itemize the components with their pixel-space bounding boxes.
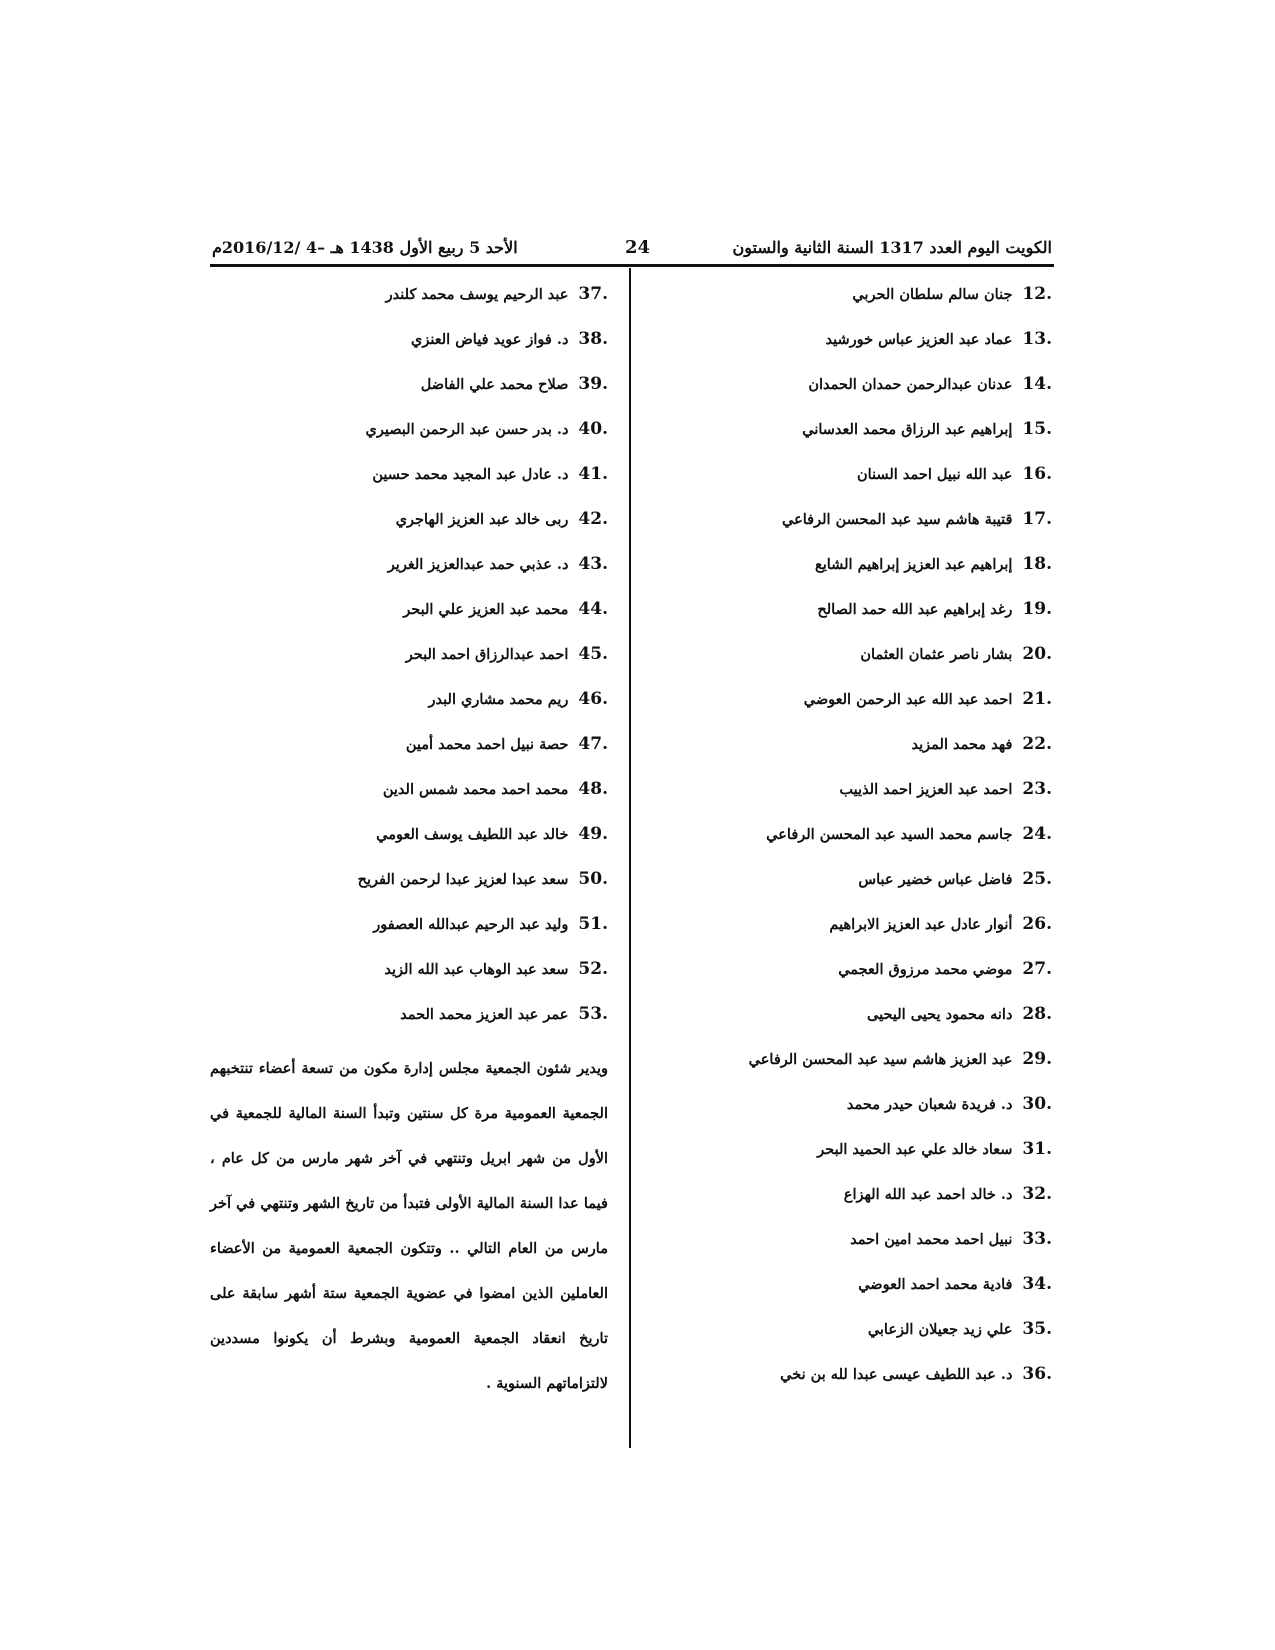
member-name: رغد إبراهيم عبد الله حمد الصالح: [817, 601, 1013, 618]
member-name: ريم محمد مشاري البدر: [428, 691, 569, 708]
member-name: بشار ناصر عثمان العثمان: [860, 646, 1013, 663]
list-item: [208, 362, 608, 407]
member-name: د. خالد احمد عبد الله الهزاع: [843, 1186, 1013, 1203]
page-number: 24: [625, 237, 651, 258]
board-paragraph: ويدير شئون الجمعية مجلس إدارة مكون من تسعة أعضاء تنتخبهم الجمعية العمومية مرة كل سنتين وتبدأ السنة المالية للجمعية في الأول من شهر ابريل وتنتهي في آخر شهر مارس من كل عام ، فيما عدا السنة المالية الأولى فتبدأ من تاريخ الشهر وتنتهي في آخر مارس من العام التالي .. وتتكون الجمعية العمومية من الأعضاء العاملين الذين امضوا في عضوية الجمعية ستة أشهر سابقة على تاريخ انعقاد الجمعية العمومية وبشرط أن يكونوا مسددين لالتزاماتهم السنوية .: [210, 1060, 608, 1392]
item-number: 39.: [578, 374, 608, 394]
member-name: قتيبة هاشم سيد عبد المحسن الرفاعي: [782, 511, 1013, 528]
member-name: صلاح محمد علي الفاضل: [420, 376, 569, 393]
member-name: فهد محمد المزيد: [911, 736, 1013, 753]
item-number: 25.: [1022, 869, 1052, 889]
item-number: 47.: [578, 734, 608, 754]
members-list-left: [208, 272, 608, 1037]
item-number: 41.: [578, 464, 608, 484]
member-name: جاسم محمد السيد عبد المحسن الرفاعي: [766, 826, 1013, 843]
list-item: [208, 767, 608, 812]
list-item: [208, 272, 608, 317]
list-item: [208, 632, 608, 677]
item-number: 36.: [1022, 1364, 1052, 1384]
member-name: إبراهيم عبد العزيز إبراهيم الشايع: [815, 556, 1013, 573]
item-number: 19.: [1022, 599, 1052, 619]
list-item: [662, 767, 1052, 812]
item-number: 13.: [1022, 329, 1052, 349]
item-number: 29.: [1022, 1049, 1052, 1069]
list-item: [662, 452, 1052, 497]
list-item: [662, 1307, 1052, 1352]
member-name: فادية محمد احمد العوضي: [858, 1276, 1013, 1293]
member-name: حصة نبيل احمد محمد أمين: [405, 736, 569, 753]
list-item: [208, 497, 608, 542]
item-number: 31.: [1022, 1139, 1052, 1159]
item-number: 27.: [1022, 959, 1052, 979]
list-item: [208, 407, 608, 452]
list-item: [208, 812, 608, 857]
item-number: 45.: [578, 644, 608, 664]
list-item: [208, 317, 608, 362]
member-name: وليد عبد الرحيم عبدالله العصفور: [373, 916, 569, 933]
list-item: [662, 497, 1052, 542]
list-item: [662, 947, 1052, 992]
member-name: سعد عبدا لعزيز عبدا لرحمن الفريح: [357, 871, 569, 888]
list-item: [662, 272, 1052, 317]
list-item: [662, 812, 1052, 857]
item-number: 23.: [1022, 779, 1052, 799]
list-item: [662, 1037, 1052, 1082]
header-divider: [210, 264, 1054, 267]
item-number: 21.: [1022, 689, 1052, 709]
member-name: د. عذبي حمد عبدالعزيز الغرير: [387, 556, 569, 573]
list-item: [662, 1172, 1052, 1217]
member-name: أنوار عادل عبد العزيز الابراهيم: [829, 916, 1013, 933]
list-item: [208, 542, 608, 587]
list-item: [662, 1352, 1052, 1397]
item-number: 46.: [578, 689, 608, 709]
item-number: 15.: [1022, 419, 1052, 439]
member-name: سعد عبد الوهاب عبد الله الزيد: [384, 961, 569, 978]
item-number: 12.: [1022, 284, 1052, 304]
list-item: [662, 407, 1052, 452]
member-name: فاضل عباس خضير عباس: [858, 871, 1013, 888]
member-name: عبد العزيز هاشم سيد عبد المحسن الرفاعي: [748, 1051, 1013, 1068]
item-number: 43.: [578, 554, 608, 574]
member-name: د. عبد اللطيف عيسى عبدا لله بن نخي: [780, 1366, 1013, 1383]
item-number: 17.: [1022, 509, 1052, 529]
item-number: 51.: [578, 914, 608, 934]
item-number: 42.: [578, 509, 608, 529]
item-number: 52.: [578, 959, 608, 979]
item-number: 53.: [578, 1004, 608, 1024]
list-item: [662, 587, 1052, 632]
member-name: عماد عبد العزيز عباس خورشيد: [825, 331, 1013, 348]
list-item: [208, 722, 608, 767]
member-name: علي زيد جعيلان الزعابي: [867, 1321, 1013, 1338]
member-name: عمر عبد العزيز محمد الحمد: [400, 1006, 569, 1023]
page-header: [212, 232, 1052, 264]
member-name: موضي محمد مرزوق العجمي: [838, 961, 1013, 978]
member-name: عدنان عبدالرحمن حمدان الحمدان: [808, 376, 1013, 393]
list-item: [208, 587, 608, 632]
item-number: 35.: [1022, 1319, 1052, 1339]
item-number: 20.: [1022, 644, 1052, 664]
member-name: د. فواز عويد فياض العنزي: [411, 331, 569, 348]
member-name: نبيل احمد محمد امين احمد: [850, 1231, 1013, 1248]
member-name: سعاد خالد علي عبد الحميد البحر: [817, 1141, 1013, 1158]
list-item: [662, 317, 1052, 362]
list-item: [208, 902, 608, 947]
member-name: احمد عبد العزيز احمد الذييب: [839, 781, 1013, 798]
list-item: [662, 542, 1052, 587]
member-name: د. بدر حسن عبد الرحمن البصيري: [365, 421, 569, 438]
list-item: [662, 992, 1052, 1037]
header-issue-info: الكويت اليوم العدد 1317 السنة الثانية والستون: [732, 238, 1052, 257]
item-number: 30.: [1022, 1094, 1052, 1114]
list-item: [662, 1262, 1052, 1307]
column-divider: [629, 268, 631, 1448]
list-item: [208, 992, 608, 1037]
member-name: ربى خالد عبد العزيز الهاجري: [395, 511, 569, 528]
item-number: 32.: [1022, 1184, 1052, 1204]
item-number: 24.: [1022, 824, 1052, 844]
list-item: [662, 857, 1052, 902]
member-name: احمد عبد الله عبد الرحمن العوضي: [803, 691, 1013, 708]
item-number: 14.: [1022, 374, 1052, 394]
list-item: [208, 452, 608, 497]
item-number: 16.: [1022, 464, 1052, 484]
list-item: [662, 362, 1052, 407]
list-item: [662, 1217, 1052, 1262]
list-item: [208, 677, 608, 722]
list-item: [662, 722, 1052, 767]
list-item: [208, 947, 608, 992]
item-number: 34.: [1022, 1274, 1052, 1294]
member-name: عبد الله نبيل احمد السنان: [856, 466, 1013, 483]
list-item: [208, 857, 608, 902]
header-date: الأحد 5 ربيع الأول 1438 هـ –4 /2016/12م: [212, 238, 518, 257]
member-name: د. عادل عبد المجيد محمد حسين: [372, 466, 569, 483]
item-number: 50.: [578, 869, 608, 889]
member-name: إبراهيم عبد الرزاق محمد العدساني: [802, 421, 1013, 438]
item-number: 26.: [1022, 914, 1052, 934]
member-name: احمد عبدالرزاق احمد البحر: [405, 646, 569, 663]
list-item: [662, 1082, 1052, 1127]
item-number: 18.: [1022, 554, 1052, 574]
item-number: 48.: [578, 779, 608, 799]
member-name: محمد احمد محمد شمس الدين: [382, 781, 569, 798]
member-name: عبد الرحيم يوسف محمد كلندر: [385, 286, 569, 303]
member-name: دانه محمود يحيى اليحيى: [867, 1006, 1013, 1023]
member-name: جنان سالم سلطان الحربي: [852, 286, 1013, 303]
member-name: د. فريدة شعبان حيدر محمد: [846, 1096, 1013, 1113]
list-item: [662, 677, 1052, 722]
item-number: 38.: [578, 329, 608, 349]
item-number: 44.: [578, 599, 608, 619]
item-number: 40.: [578, 419, 608, 439]
list-item: [662, 1127, 1052, 1172]
item-number: 49.: [578, 824, 608, 844]
list-item: [662, 902, 1052, 947]
member-name: خالد عبد اللطيف يوسف العومي: [376, 826, 569, 843]
item-number: 28.: [1022, 1004, 1052, 1024]
item-number: 37.: [578, 284, 608, 304]
list-item: [662, 632, 1052, 677]
member-name: محمد عبد العزيز علي البحر: [403, 601, 569, 618]
item-number: 33.: [1022, 1229, 1052, 1249]
item-number: 22.: [1022, 734, 1052, 754]
members-list-right: [662, 272, 1052, 1397]
